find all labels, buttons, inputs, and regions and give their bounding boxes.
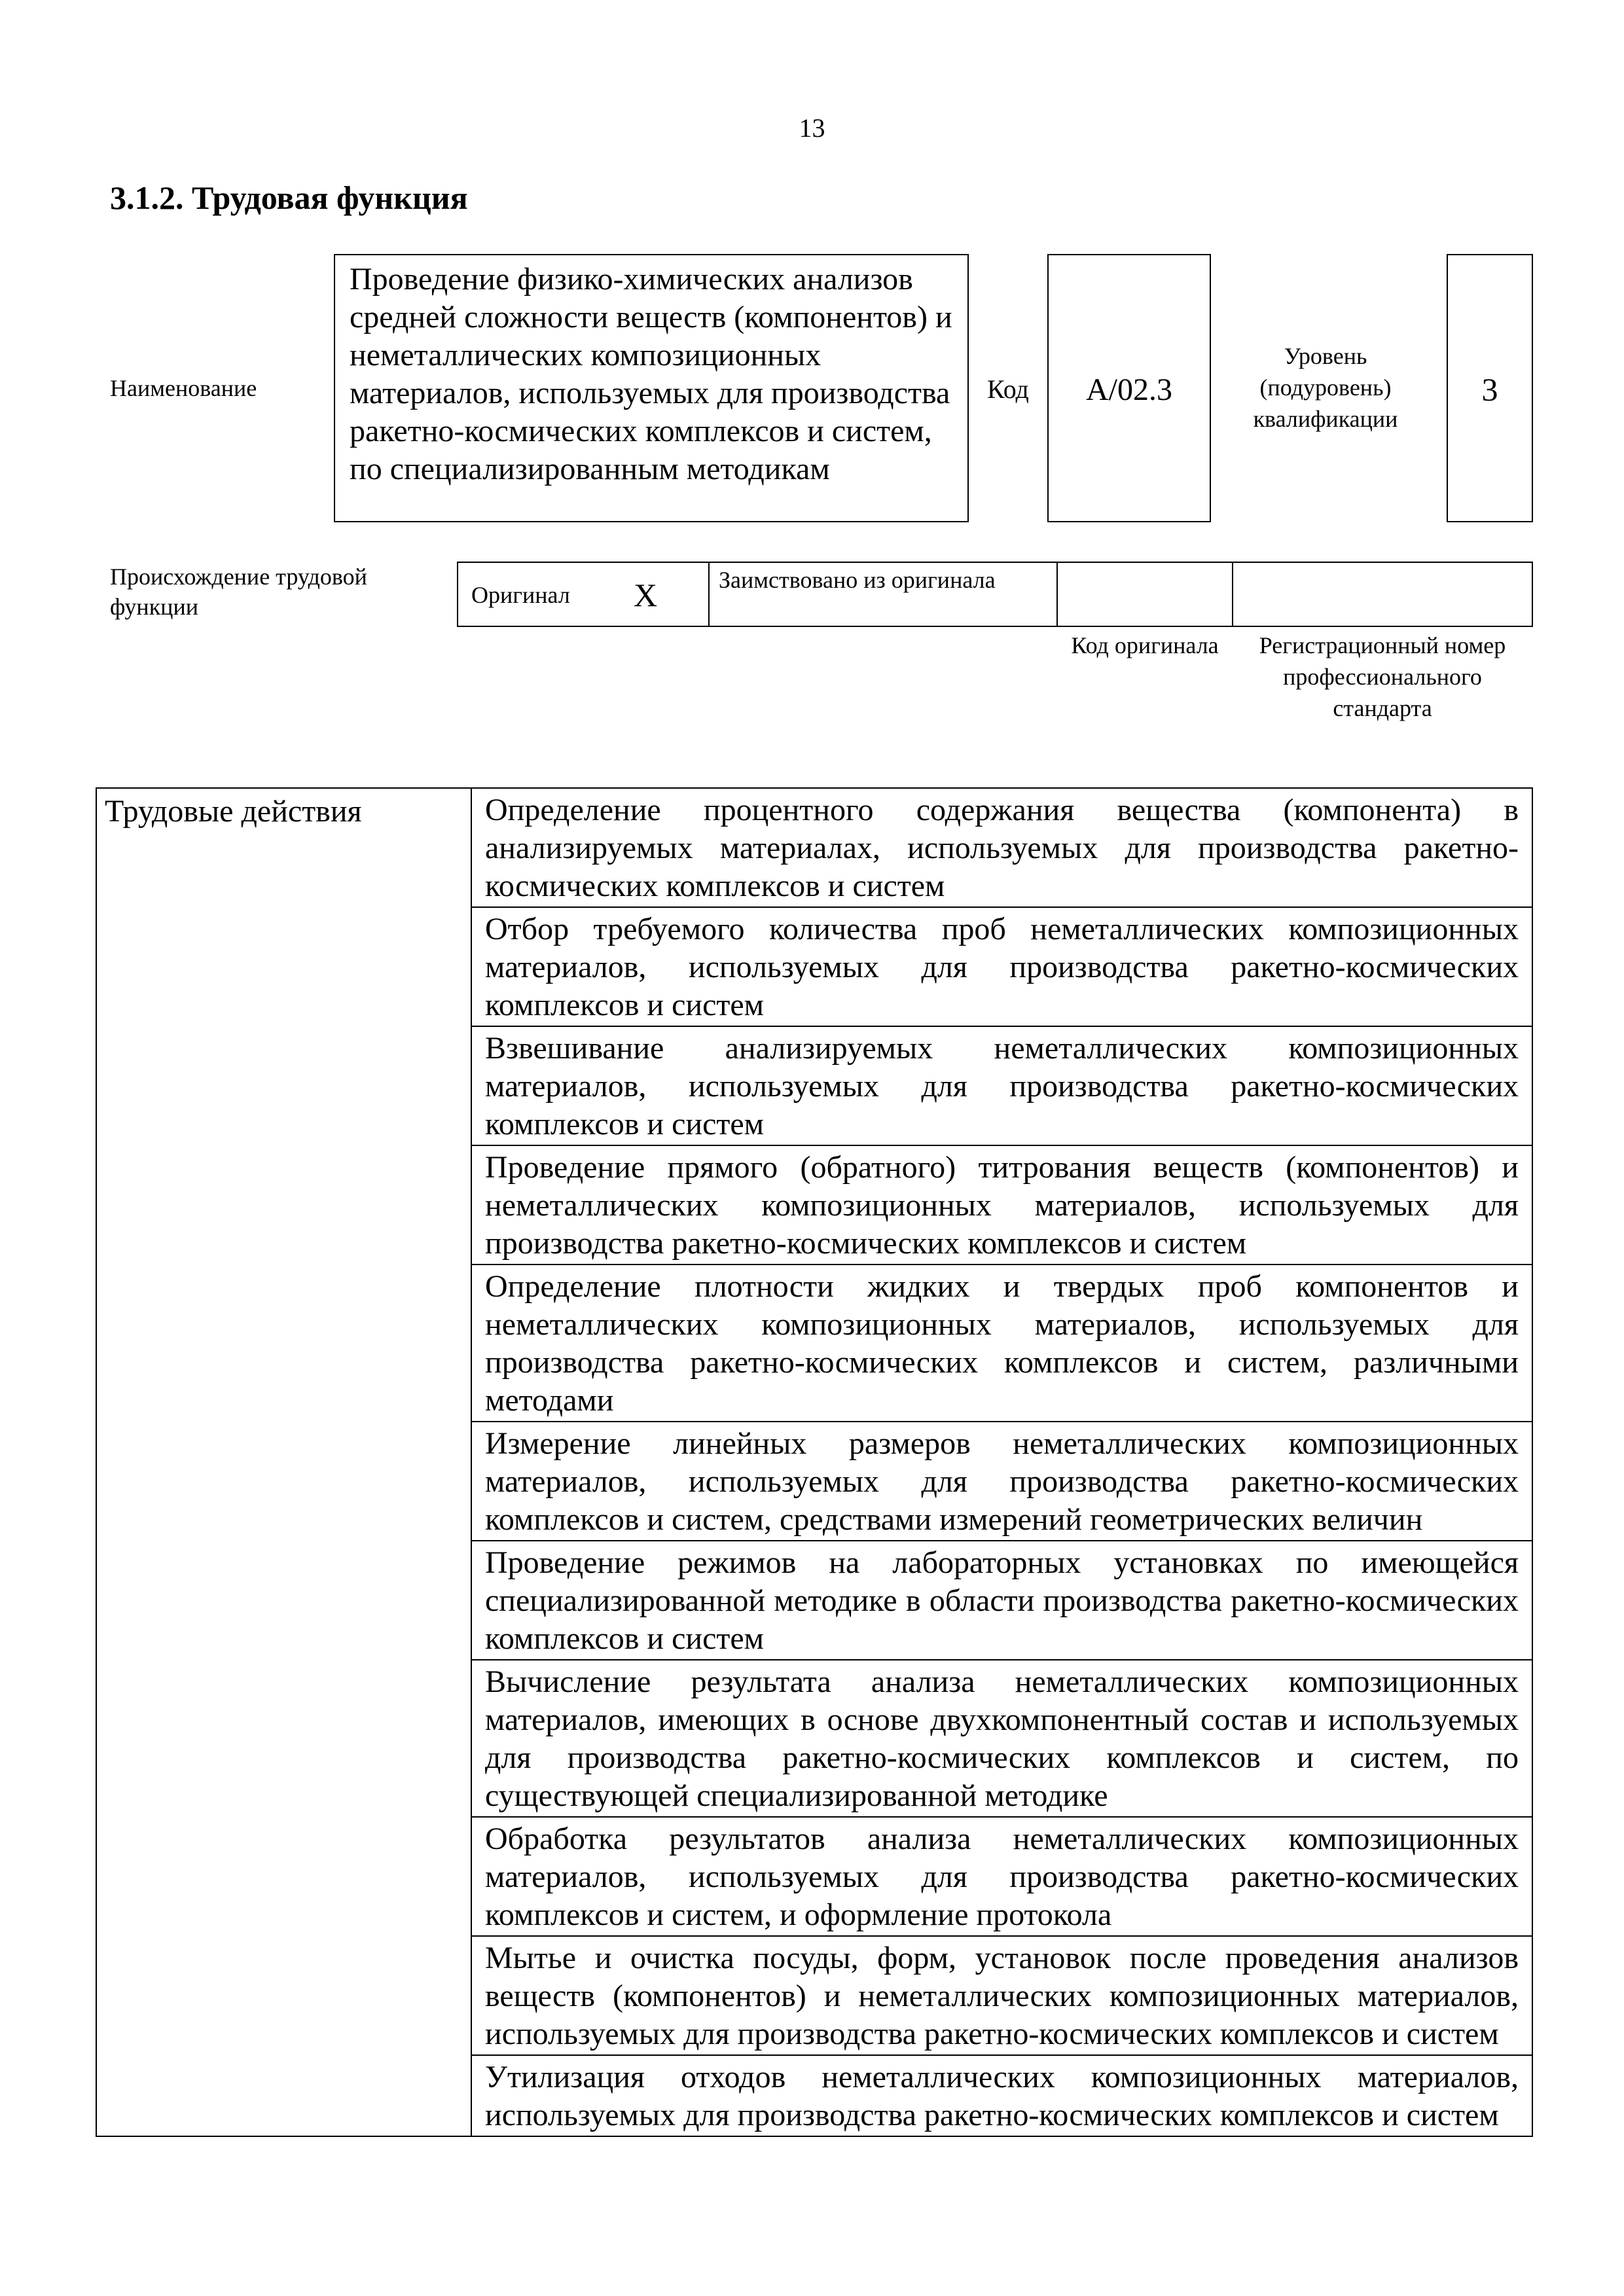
section-title: 3.1.2. Трудовая функция [110,179,468,216]
labor-actions-heading: Трудовые действия [96,788,471,2136]
original-code-cell [1056,562,1233,627]
labor-action-item: Отбор требуемого количества проб неметаллических композиционных материалов, используемых для производства ракетно-космических комплексов и систем [471,907,1532,1026]
labor-action-item: Утилизация отходов неметаллических композиционных материалов, используемых для производства ракетно-космических комплексов и систем [471,2055,1532,2136]
original-label: Оригинал [471,582,570,608]
original-mark: X [634,577,658,613]
labor-actions-body [96,788,1532,2136]
function-name-value: Проведение физико-химических анализов средней сложности веществ (компонентов) и неметаллических композиционных материалов, используемых для производства ракетно-космических комплексов и систем, по специализированным методикам [350,262,952,486]
borrowed-label: Заимствовано из оригинала [719,567,996,593]
name-label: Наименование [110,375,257,401]
labor-action-item: Проведение прямого (обратного) титрования веществ (компонентов) и неметаллических композиционных материалов, используемых для производства ракетно-космических комплексов и систем [471,1145,1532,1265]
page-number: 13 [799,113,825,143]
origin-label: Происхождение трудовой функции [110,564,367,620]
reg-number-cell [1232,562,1533,627]
code-value: А/02.3 [1086,372,1172,407]
labor-action-item: Взвешивание анализируемых неметаллических композиционных материалов, используемых для производства ракетно-космических комплексов и систем [471,1026,1532,1145]
code-box [1047,254,1211,522]
original-cell [457,562,710,627]
labor-action-item: Определение процентного содержания вещества (компонента) в анализируемых материалах, используемых для производства ракетно-космических комплексов и систем [471,788,1532,907]
labor-actions-table [96,787,1533,2137]
function-name-box [334,254,969,522]
table-row [96,788,1532,907]
labor-action-item: Проведение режимов на лабораторных установках по имеющейся специализированной методике в области производства ракетно-космических комплексов и систем [471,1541,1532,1660]
labor-action-item: Обработка результатов анализа неметаллических композиционных материалов, используемых для производства ракетно-космических комплексов и систем, и оформление протокола [471,1817,1532,1936]
original-code-caption: Код оригинала [1071,632,1219,658]
reg-number-caption: Регистрационный номер профессионального стандарта [1259,632,1506,721]
labor-action-item: Определение плотности жидких и твердых проб компонентов и неметаллических композиционных материалов, используемых для производства ракетно-космических комплексов и систем, различными методами [471,1265,1532,1422]
level-box [1447,254,1533,522]
level-value: 3 [1481,371,1498,408]
labor-action-item: Мытье и очистка посуды, форм, установок после проведения анализов веществ (компонентов) и неметаллических композиционных материалов, используемых для производства ракетно-космических комплексов и систем [471,1936,1532,2055]
code-label: Код [987,374,1029,404]
labor-action-item: Вычисление результата анализа неметаллических композиционных материалов, имеющих в основе двухкомпонентный состав и используемых для производства ракетно-космических комплексов и систем, по существующей специализированной методике [471,1660,1532,1817]
level-label: Уровень (подуровень) квалификации [1253,343,1398,432]
labor-action-item: Измерение линейных размеров неметаллических композиционных материалов, используемых для производства ракетно-космических комплексов и систем, средствами измерений геометрических величин [471,1422,1532,1541]
borrowed-cell [708,562,1058,627]
